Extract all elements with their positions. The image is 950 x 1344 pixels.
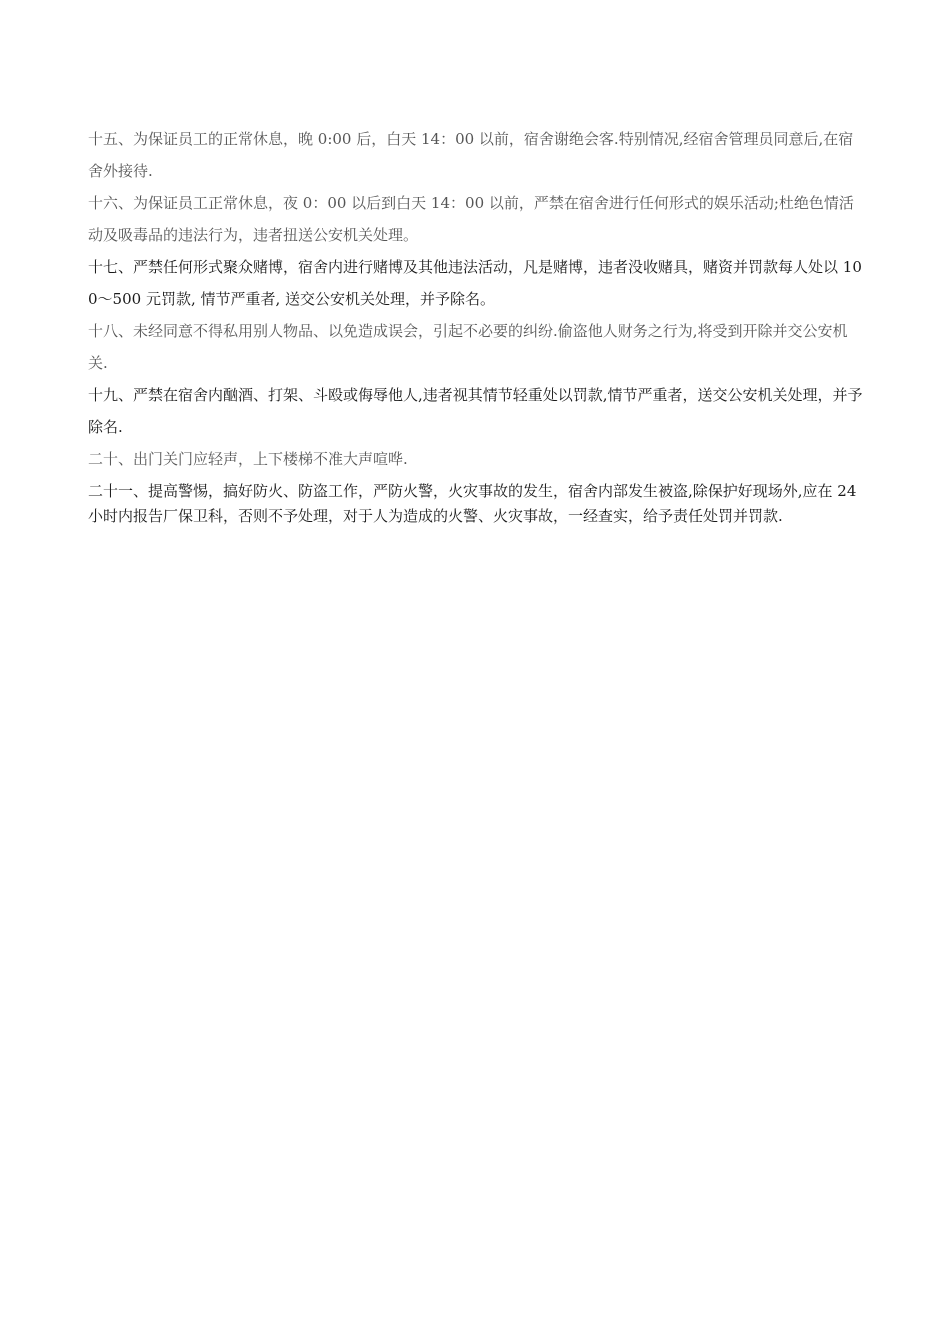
rule-15: 十五、为保证员工的正常休息，晚 0:00 后，白天 14：00 以前，宿舍谢绝会客.特别情况,经宿舍管理员同意后,在宿舍外接待. <box>88 130 854 180</box>
rule-17: 十七、严禁任何形式聚众赌博，宿舍内进行赌博及其他违法活动，凡是赌博，违者没收赌具，赌资并罚款每人处以 100～500 元罚款, 情节严重者, 送交公安机关处理，并予除名。 <box>88 258 862 308</box>
rule-19: 十九、严禁在宿舍内酗酒、打架、斗殴或侮辱他人,违者视其情节轻重处以罚款,情节严重者，送交公安机关处理，并予除名. <box>88 386 863 436</box>
rule-18: 十八、未经同意不得私用别人物品、以免造成误会，引起不必要的纠纷.偷盗他人财务之行为,将受到开除并交公安机关. <box>88 322 848 372</box>
rule-16: 十六、为保证员工正常休息，夜 0：00 以后到白天 14：00 以前，严禁在宿舍进行任何形式的娱乐活动;杜绝色情活动及吸毒品的违法行为，违者扭送公安机关处理。 <box>88 194 854 244</box>
rule-20: 二十、出门关门应轻声，上下楼梯不准大声喧哗. <box>88 450 408 468</box>
document-body <box>88 123 863 529</box>
rule-21: 二十一、提高警惕，搞好防火、防盗工作，严防火警，火灾事故的发生，宿舍内部发生被盗,除保护好现场外,应在 24 小时内报告厂保卫科，否则不予处理，对于人为造成的火警、火灾事故，一经查实，给予责任处罚并罚款. <box>88 482 857 525</box>
